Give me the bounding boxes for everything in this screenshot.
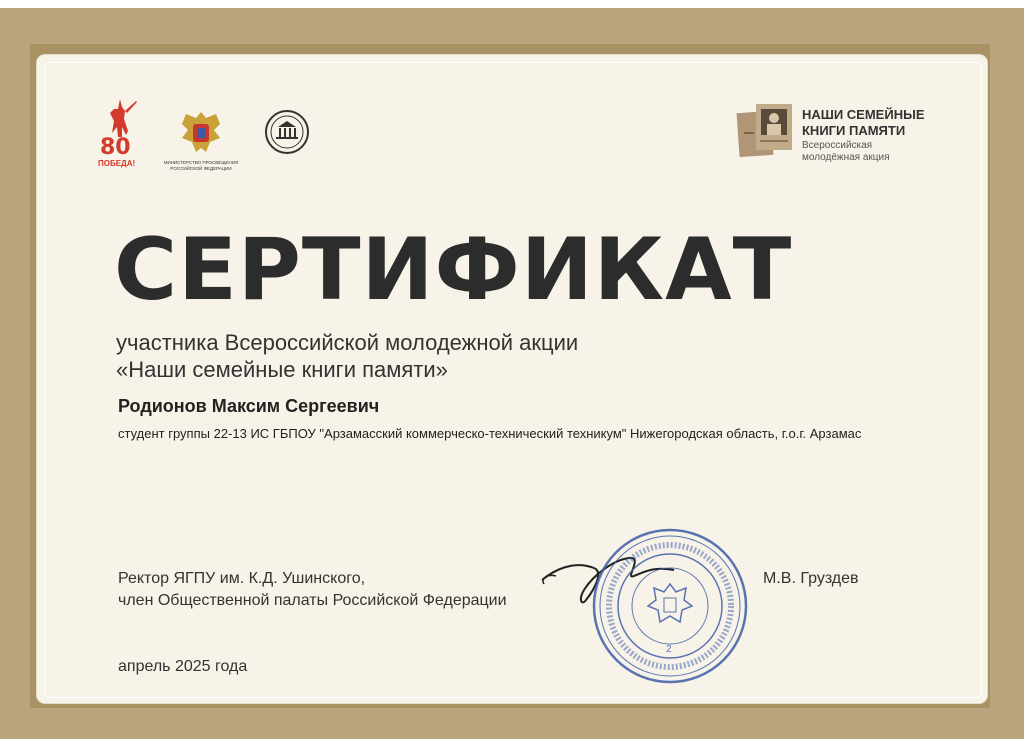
stamp-number: 2 xyxy=(666,644,672,655)
stamp-seal-icon xyxy=(590,526,750,686)
victory-number: 80 xyxy=(100,135,131,160)
signatory-title-line1: Ректор ЯГПУ им. К.Д. Ушинского, xyxy=(118,570,366,587)
subtitle-line1: участника Всероссийской молодежной акции xyxy=(116,330,579,355)
recipient-name: Родионов Максим Сергеевич xyxy=(118,396,380,416)
university-building-icon xyxy=(264,109,310,155)
signatory-name: М.В. Груздев xyxy=(763,570,859,587)
issue-date: апрель 2025 года xyxy=(118,658,248,675)
project-sub-line1: Всероссийская xyxy=(802,140,873,151)
project-title-line2: КНИГИ ПАМЯТИ xyxy=(802,123,906,138)
ministry-caption: МИНИСТЕРСТВО ПРОСВЕЩЕНИЯ РОССИЙСКОЙ ФЕДЕРАЦИИ xyxy=(163,160,239,171)
ministry-emblem xyxy=(176,108,226,158)
recipient-description: студент группы 22-13 ИС ГБПОУ "Арзамасский коммерческо-технический техникум" Нижегородская область, г.о.г. Арзамас xyxy=(118,426,862,441)
official-stamp xyxy=(590,526,750,686)
university-logo xyxy=(264,109,310,155)
eagle-emblem-icon xyxy=(176,108,226,158)
signatory-title-line2: член Общественной палаты Российской Федерации xyxy=(118,592,507,609)
certificate-title: СЕРТИФИКАТ xyxy=(114,220,793,320)
project-sub-line2: молодёжная акция xyxy=(802,152,890,163)
victory-80-logo xyxy=(98,97,142,173)
project-logo xyxy=(736,102,796,162)
memory-books-icon xyxy=(736,102,796,162)
victory-text: ПОБЕДА! xyxy=(98,159,136,168)
project-title-line1: НАШИ СЕМЕЙНЫЕ xyxy=(802,107,925,122)
subtitle-line2: «Наши семейные книги памяти» xyxy=(116,357,448,382)
